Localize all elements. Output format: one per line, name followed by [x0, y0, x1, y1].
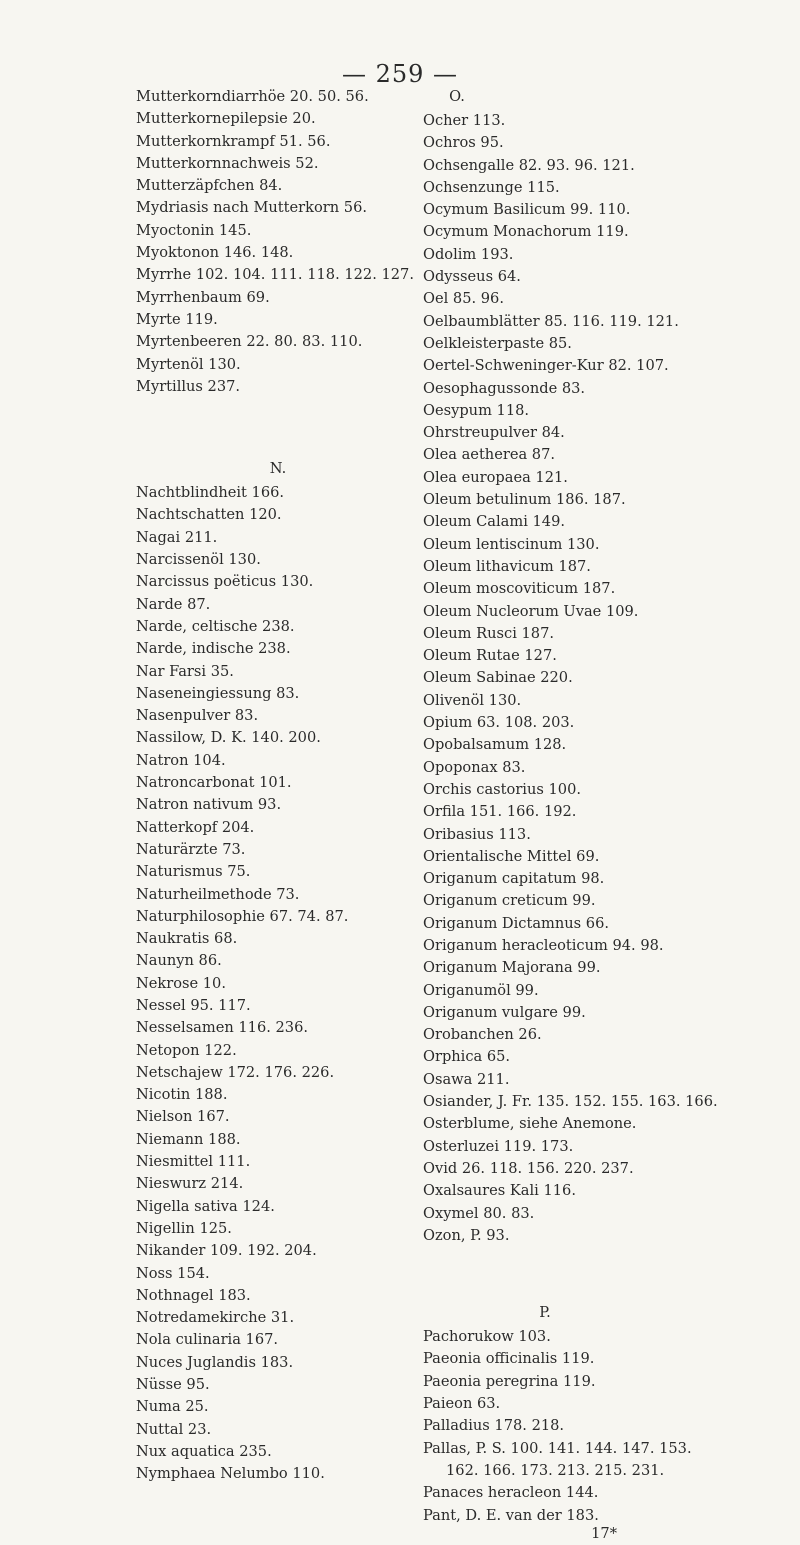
- index-entry: Nassilow, D. K. 140. 200.: [136, 729, 321, 747]
- index-entry: Myoktonon 146. 148.: [136, 244, 294, 262]
- index-entry: Odolim 193.: [423, 245, 514, 263]
- index-entry: Myoctonin 145.: [136, 221, 252, 239]
- index-entry: Panaces heracleon 144.: [423, 1484, 599, 1502]
- index-entry: Mutterkorndiarrhöe 20. 50. 56.: [136, 88, 369, 105]
- index-entry: Nothnagel 183.: [136, 1286, 251, 1304]
- index-entry: Nigella sativa 124.: [136, 1197, 275, 1215]
- index-entry: Oleum Nucleorum Uvae 109.: [423, 602, 639, 620]
- index-entry: Ochsenzunge 115.: [423, 178, 560, 196]
- index-entry: Netschajew 172. 176. 226.: [136, 1063, 335, 1081]
- index-entry: Oleum moscoviticum 187.: [423, 580, 616, 598]
- index-entry: Narcissus poëticus 130.: [136, 573, 314, 591]
- index-group-n: [136, 482, 436, 1485]
- index-entry: Orphica 65.: [423, 1048, 511, 1066]
- index-entry: Naturheilmethode 73.: [136, 885, 300, 903]
- index-entry: Ochsengalle 82. 93. 96. 121.: [423, 156, 635, 174]
- index-entry: Palladius 178. 218.: [423, 1417, 565, 1435]
- index-entry: Oesophagussonde 83.: [423, 379, 586, 397]
- index-entry: Narcissenöl 130.: [136, 551, 261, 569]
- index-entry: Naseneingiessung 83.: [136, 684, 300, 702]
- index-entry: Mydriasis nach Mutterkorn 56.: [136, 199, 368, 217]
- index-entry: Myrtenöl 130.: [136, 355, 241, 373]
- index-entry: Numa 25.: [136, 1398, 209, 1416]
- index-entry: Origanumöl 99.: [423, 981, 539, 999]
- index-entry: Myrrhe 102. 104. 111. 118. 122. 127.: [136, 266, 414, 284]
- index-entry: Niemann 188.: [136, 1130, 241, 1148]
- index-entry: Nessel 95. 117.: [136, 996, 251, 1014]
- index-entry: Nola culinaria 167.: [136, 1331, 279, 1349]
- index-entry: Nekrose 10.: [136, 974, 226, 992]
- index-entry: Natroncarbonat 101.: [136, 774, 292, 792]
- index-entry: 162. 166. 173. 213. 215. 231.: [446, 1461, 665, 1479]
- index-entry: Orchis castorius 100.: [423, 780, 581, 798]
- index-entry: Netopon 122.: [136, 1041, 237, 1059]
- index-entry: Myrrhenbaum 69.: [136, 288, 270, 306]
- index-entry: Nachtblindheit 166.: [136, 484, 285, 502]
- index-group-m: [136, 86, 436, 398]
- section-heading-o: O.: [449, 88, 465, 105]
- index-entry: Pallas, P. S. 100. 141. 144. 147. 153.: [423, 1439, 692, 1457]
- index-entry: Origanum capitatum 98.: [423, 870, 605, 888]
- index-entry: Naturärzte 73.: [136, 840, 246, 858]
- index-entry: Oertel-Schweninger-Kur 82. 107.: [423, 357, 669, 375]
- index-entry: Oxalsaures Kali 116.: [423, 1182, 576, 1200]
- index-entry: Natron 104.: [136, 751, 226, 769]
- index-entry: Origanum Majorana 99.: [423, 959, 601, 977]
- index-entry: Opoponax 83.: [423, 758, 526, 776]
- page-number: — 259 —: [341, 60, 459, 88]
- index-entry: Oleum lithavicum 187.: [423, 557, 591, 575]
- index-entry: Oxymel 80. 83.: [423, 1204, 535, 1222]
- index-entry: Osiander, J. Fr. 135. 152. 155. 163. 166.: [423, 1093, 718, 1111]
- index-entry: Mutterkornepilepsie 20.: [136, 110, 316, 128]
- index-entry: Naunyn 86.: [136, 952, 222, 970]
- index-entry: Oelbaumblätter 85. 116. 119. 121.: [423, 312, 679, 330]
- index-entry: Mutterzäpfchen 84.: [136, 177, 283, 195]
- index-entry: Opium 63. 108. 203.: [423, 714, 575, 732]
- index-group-p: [423, 1326, 793, 1527]
- index-entry: Oleum Rusci 187.: [423, 624, 554, 642]
- index-entry: Myrte 119.: [136, 310, 218, 328]
- index-entry: Oesypum 118.: [423, 401, 530, 419]
- index-entry: Myrtillus 237.: [136, 377, 241, 395]
- index-entry: Nüsse 95.: [136, 1376, 210, 1394]
- index-entry: Oleum betulinum 186. 187.: [423, 491, 626, 509]
- index-entry: Osterluzei 119. 173.: [423, 1137, 574, 1155]
- index-entry: Naturphilosophie 67. 74. 87.: [136, 907, 349, 925]
- index-entry: Orobanchen 26.: [423, 1026, 542, 1044]
- index-entry: Narde, celtische 238.: [136, 617, 295, 635]
- index-entry: Nuttal 23.: [136, 1420, 212, 1438]
- index-entry: Origanum creticum 99.: [423, 892, 596, 910]
- index-entry: Oelkleisterpaste 85.: [423, 334, 572, 352]
- index-entry: Ohrstreupulver 84.: [423, 424, 565, 442]
- index-entry: Nielson 167.: [136, 1108, 230, 1126]
- sheet-signature: 17*: [591, 1524, 617, 1542]
- index-entry: Ocher 113.: [423, 112, 506, 129]
- index-entry: Olea europaea 121.: [423, 468, 568, 486]
- index-entry: Nikander 109. 192. 204.: [136, 1242, 317, 1260]
- index-entry: Ocymum Basilicum 99. 110.: [423, 201, 631, 219]
- index-entry: Natterkopf 204.: [136, 818, 255, 836]
- index-entry: Paeonia officinalis 119.: [423, 1350, 595, 1368]
- index-column-left: [136, 86, 436, 1486]
- index-entry: Osawa 211.: [423, 1070, 510, 1088]
- index-entry: Nesselsamen 116. 236.: [136, 1019, 309, 1037]
- index-entry: Myrtenbeeren 22. 80. 83. 110.: [136, 333, 363, 351]
- index-entry: Ovid 26. 118. 156. 220. 237.: [423, 1159, 634, 1177]
- index-entry: Nar Farsi 35.: [136, 662, 234, 680]
- index-entry: Nicotin 188.: [136, 1086, 228, 1104]
- index-entry: Pachorukow 103.: [423, 1328, 551, 1346]
- index-entry: Nieswurz 214.: [136, 1175, 244, 1193]
- index-entry: Origanum heracleoticum 94. 98.: [423, 936, 664, 954]
- index-entry: Nigellin 125.: [136, 1219, 232, 1237]
- index-entry: Naturismus 75.: [136, 863, 251, 881]
- index-entry: Oleum lentiscinum 130.: [423, 535, 600, 553]
- index-column-right: [423, 86, 793, 1545]
- index-group-o: [423, 110, 793, 1247]
- index-entry: Orientalische Mittel 69.: [423, 847, 600, 865]
- index-entry: Odysseus 64.: [423, 268, 521, 286]
- index-entry: Nasenpulver 83.: [136, 707, 259, 725]
- index-entry: Mutterkornnachweis 52.: [136, 154, 319, 172]
- index-entry: Mutterkornkrampf 51. 56.: [136, 132, 331, 150]
- section-heading-n: N.: [269, 460, 287, 478]
- index-entry: Origanum vulgare 99.: [423, 1003, 586, 1021]
- index-entry: Origanum Dictamnus 66.: [423, 914, 610, 932]
- index-entry: Noss 154.: [136, 1264, 210, 1282]
- index-entry: Opobalsamum 128.: [423, 736, 567, 754]
- index-entry: Niesmittel 111.: [136, 1153, 251, 1171]
- section-heading-p: P.: [539, 1304, 551, 1322]
- index-entry: Oribasius 113.: [423, 825, 531, 843]
- index-entry: Ochros 95.: [423, 134, 504, 152]
- index-entry: Nux aquatica 235.: [136, 1442, 272, 1460]
- index-entry: Oleum Calami 149.: [423, 513, 566, 531]
- index-entry: Narde, indische 238.: [136, 640, 291, 658]
- index-entry: Nymphaea Nelumbo 110.: [136, 1465, 325, 1483]
- index-entry: Oel 85. 96.: [423, 290, 504, 308]
- index-entry: Paeonia peregrina 119.: [423, 1372, 596, 1390]
- index-entry: Olivenöl 130.: [423, 691, 522, 709]
- index-entry: Osterblume, siehe Anemone.: [423, 1115, 637, 1133]
- index-entry: Paieon 63.: [423, 1395, 501, 1413]
- index-entry: Nagai 211.: [136, 528, 218, 546]
- index-entry: Notredamekirche 31.: [136, 1309, 295, 1327]
- index-entry: Nuces Juglandis 183.: [136, 1353, 294, 1371]
- index-entry: Pant, D. E. van der 183.: [423, 1506, 599, 1524]
- index-entry: Ozon, P. 93.: [423, 1226, 510, 1244]
- index-entry: Nachtschatten 120.: [136, 506, 282, 524]
- index-entry: Oleum Rutae 127.: [423, 647, 557, 665]
- index-entry: Naukratis 68.: [136, 930, 238, 948]
- index-entry: Orfila 151. 166. 192.: [423, 803, 577, 821]
- index-entry: Ocymum Monachorum 119.: [423, 223, 629, 241]
- index-entry: Oleum Sabinae 220.: [423, 669, 573, 687]
- index-entry: Narde 87.: [136, 595, 211, 613]
- index-entry: Natron nativum 93.: [136, 796, 282, 814]
- index-entry: Olea aetherea 87.: [423, 446, 556, 464]
